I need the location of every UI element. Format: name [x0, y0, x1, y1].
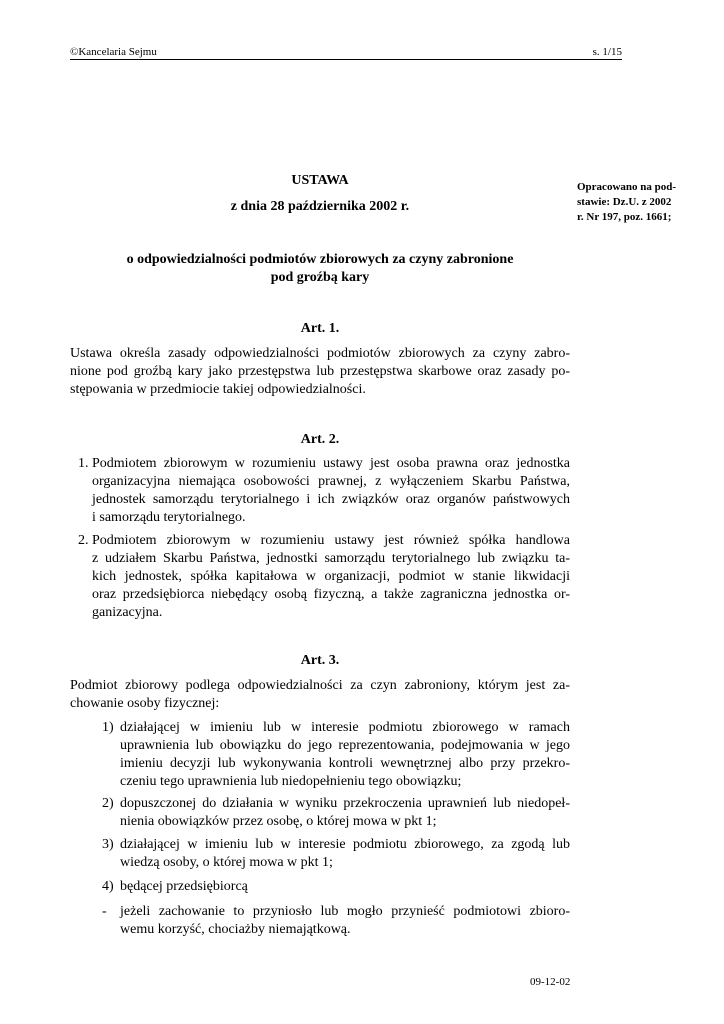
- publisher-label: ©Kancelaria Sejmu: [70, 46, 157, 58]
- text-line: będącej przedsiębiorcą: [120, 879, 248, 894]
- article-3-point-4: [102, 878, 570, 896]
- text-line: Podmiotem zbiorowym w rozumieniu ustawy jest osoba prawna oraz jednostka: [92, 456, 570, 471]
- text-line: oraz przedsiębiorca niebędący osobą fizyczną, a także zagraniczna jednostka or-: [92, 587, 570, 602]
- article-2-heading: Art. 2.: [300, 432, 340, 447]
- document-date-code: 09-12-02: [530, 976, 571, 988]
- article-3-point-3: [102, 836, 570, 872]
- point-number: 3): [102, 837, 114, 852]
- text-line: imieniu decyzji lub wykonywania kontroli wewnętrznej albo przy przekro-: [120, 756, 570, 771]
- text-line: nione pod groźbą kary jako przestępstwa lub przestępstwa skarbowe oraz zasady po-: [70, 364, 570, 379]
- dash-marker: -: [102, 904, 107, 919]
- point-number: 2): [102, 796, 114, 811]
- text-line: i samorządu terytorialnego.: [92, 510, 246, 525]
- paragraph-number: 2.: [78, 533, 89, 548]
- text-line: Podmiot zbiorowy podlega odpowiedzialności za czyn zabroniony, którym jest za-: [70, 678, 570, 693]
- text-line: dopuszczonej do działania w wyniku przekroczenia uprawnień lub niedopeł-: [120, 796, 570, 811]
- point-number: 1): [102, 720, 114, 735]
- text-line: jednostek samorządu terytorialnego i ich związków oraz organów państwowych: [92, 492, 570, 507]
- source-note: [577, 180, 689, 225]
- document-title: USTAWA: [291, 173, 349, 188]
- page-number: s. 1/15: [592, 46, 622, 58]
- text-line: stępowania w przedmiocie takiej odpowiedzialności.: [70, 382, 366, 397]
- article-2-paragraph-1: [78, 455, 570, 527]
- text-line: wiedzą osoby, o której mowa w pkt 1;: [120, 855, 333, 870]
- source-note-line: stawie: Dz.U. z 2002: [577, 196, 672, 208]
- paragraph-number: 1.: [78, 456, 89, 471]
- article-1-text: [70, 345, 570, 399]
- text-line: działającej w imieniu lub w interesie podmiotu zbiorowego w ramach: [120, 720, 570, 735]
- text-line: kich jednostek, spółka kapitałowa w organizacji, podmiot w stanie likwidacji: [92, 569, 570, 584]
- text-line: z udziałem Skarbu Państwa, jednostki samorządu terytorialnego lub związku ta-: [92, 551, 570, 566]
- subject-line-2: pod groźbą kary: [270, 270, 370, 285]
- text-line: uprawnienia lub obowiązku do jego reprezentowania, podejmowania w jego: [120, 738, 570, 753]
- text-line: Podmiotem zbiorowym w rozumieniu ustawy jest również spółka handlowa: [92, 533, 570, 548]
- subject-line-1: o odpowiedzialności podmiotów zbiorowych za czyny zabronione: [126, 252, 514, 267]
- text-line: organizacyjna niemająca osobowości prawnej, z wyłączeniem Skarbu Państwa,: [92, 474, 570, 489]
- article-3-dash-clause: [102, 903, 570, 939]
- text-line: chowanie osoby fizycznej:: [70, 696, 220, 711]
- text-line: ganizacyjna.: [92, 605, 163, 620]
- source-note-line: r. Nr 197, poz. 1661;: [577, 211, 672, 223]
- text-line: jeżeli zachowanie to przyniosło lub mogło przynieść podmiotowi zbioro-: [120, 904, 570, 919]
- article-3-point-1: [102, 719, 570, 791]
- article-3-intro: [70, 677, 570, 713]
- text-line: działającej w imieniu lub w interesie podmiotu zbiorowego, za zgodą lub: [120, 837, 570, 852]
- document-date: z dnia 28 października 2002 r.: [230, 199, 410, 214]
- article-1-heading: Art. 1.: [300, 321, 340, 336]
- source-note-line: Opracowano na pod-: [577, 181, 677, 193]
- article-3-point-2: [102, 795, 570, 831]
- article-3-heading: Art. 3.: [300, 653, 340, 668]
- text-line: nienia obowiązków przez osobę, o której mowa w pkt 1;: [120, 814, 437, 829]
- text-line: czeniu tego uprawnienia lub niedopełnieniu tego obowiązku;: [120, 774, 462, 789]
- article-2-paragraph-2: [78, 532, 570, 622]
- point-number: 4): [102, 879, 114, 894]
- text-line: Ustawa określa zasady odpowiedzialności podmiotów zbiorowych za czyny zabro-: [70, 346, 570, 361]
- page-header: [70, 46, 622, 60]
- text-line: wemu korzyść, chociażby niemajątkową.: [120, 922, 351, 937]
